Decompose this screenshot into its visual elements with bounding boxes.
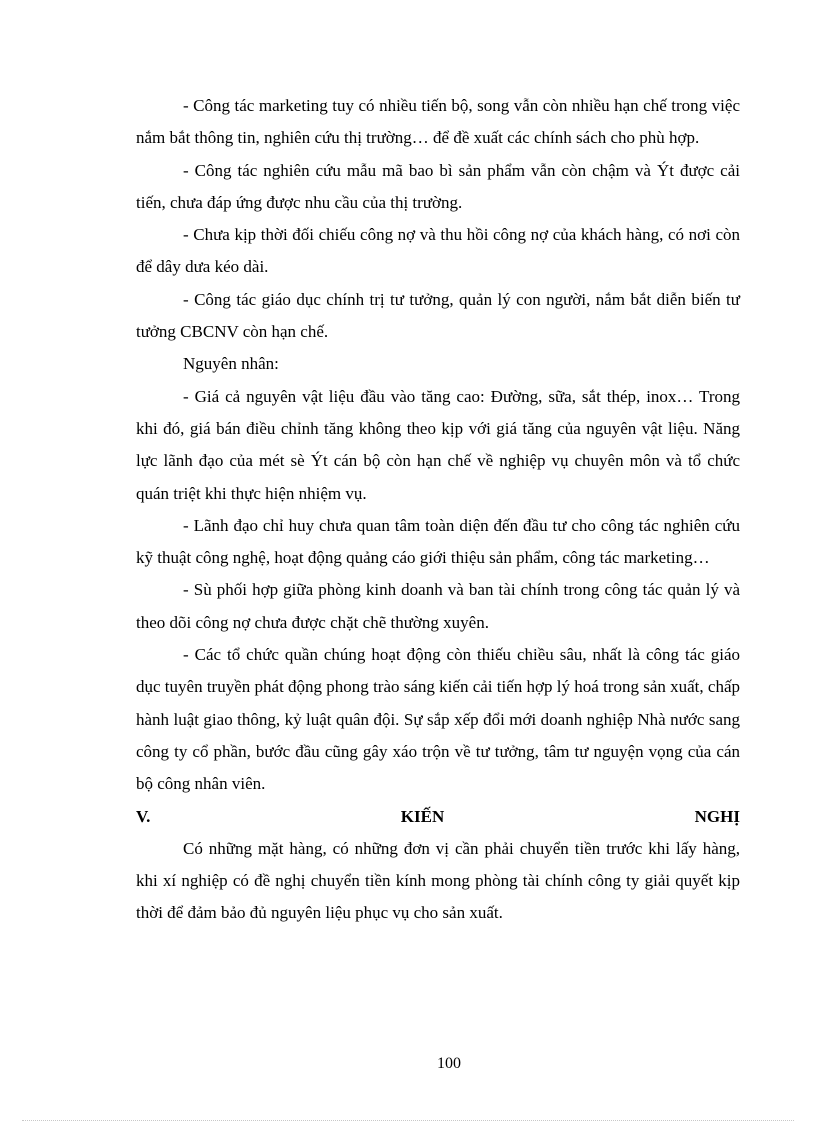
paragraph-causes-label: Nguyên nhân: — [183, 354, 279, 374]
section-heading — [136, 801, 740, 833]
paragraph-marketing: - Công tác marketing tuy có nhiều tiến bộ, song vẫn còn nhiều hạn chế trong việc nắm bắt thông tin, nghiên cứu thị trường… để đề xuất các chính sách cho phù hợp. — [136, 96, 740, 148]
paragraph-coordination: - Sù phối hợp giữa phòng kinh doanh và ban tài chính trong công tác quản lý và theo dõi công nợ chưa được chặt chẽ thường xuyên. — [136, 580, 740, 632]
paragraph-political-education: - Công tác giáo dục chính trị tư tưởng, quản lý con người, nắm bắt diễn biến tư tưởng CBCNV còn hạn chế. — [136, 289, 740, 342]
page-number: 100 — [437, 1055, 461, 1072]
paragraph-leadership: - Lãnh đạo chỉ huy chưa quan tâm toàn diện đến đầu tư cho công tác nghiên cứu kỹ thuật công nghệ, hoạt động quảng cáo giới thiệu sản phẩm, công tác marketing… — [136, 515, 740, 568]
paragraph-debt-reconciliation: - Chưa kịp thời đối chiếu công nợ và thu hồi công nợ của khách hàng, có nơi còn để dây dưa kéo dài. — [136, 225, 740, 277]
page-bottom-divider — [22, 1120, 794, 1121]
paragraph-material-prices: - Giá cả nguyên vật liệu đầu vào tăng cao: Đường, sữa, sắt thép, inox… Trong khi đó, giá bán điều chỉnh tăng không theo kịp với giá tăng của nguyên vật liệu. Năng lực lãnh đạo của mét sè Ýt cán bộ còn hạn chế về nghiệp vụ chuyên môn và tổ chức quán triệt khi thực hiện nhiệm vụ. — [136, 386, 740, 503]
paragraph-mass-organizations: - Các tổ chức quần chúng hoạt động còn thiếu chiều sâu, nhất là công tác giáo dục tuyên truyền phát động phong trào sáng kiến cải tiến hợp lý hoá trong sản xuất, chấp hành luật giao thông, kỷ luật quân đội. Sự sắp xếp đổi mới doanh nghiệp Nhà nước sang công ty cổ phần, bước đầu cũng gây xáo trộn về tư tưởng, tâm tư nguyện vọng của cán bộ công nhân viên. — [136, 645, 740, 794]
heading-word-1: KIẾN — [400, 806, 445, 826]
heading-word-2: NGHỊ — [694, 806, 740, 826]
paragraph-recommendation: Có những mặt hàng, có những đơn vị cần phải chuyển tiền trước khi lấy hàng, khi xí nghiệp có đề nghị chuyển tiền kính mong phòng tài chính công ty giải quyết kịp thời để đảm bảo đủ nguyên liệu phục vụ cho sản xuất. — [136, 838, 740, 923]
paragraph-packaging: - Công tác nghiên cứu mẫu mã bao bì sản phẩm vẫn còn chậm và Ýt được cải tiến, chưa đáp ứng được nhu cầu của thị trường. — [136, 160, 740, 212]
body-text — [136, 90, 740, 930]
heading-number: V. — [136, 806, 151, 826]
